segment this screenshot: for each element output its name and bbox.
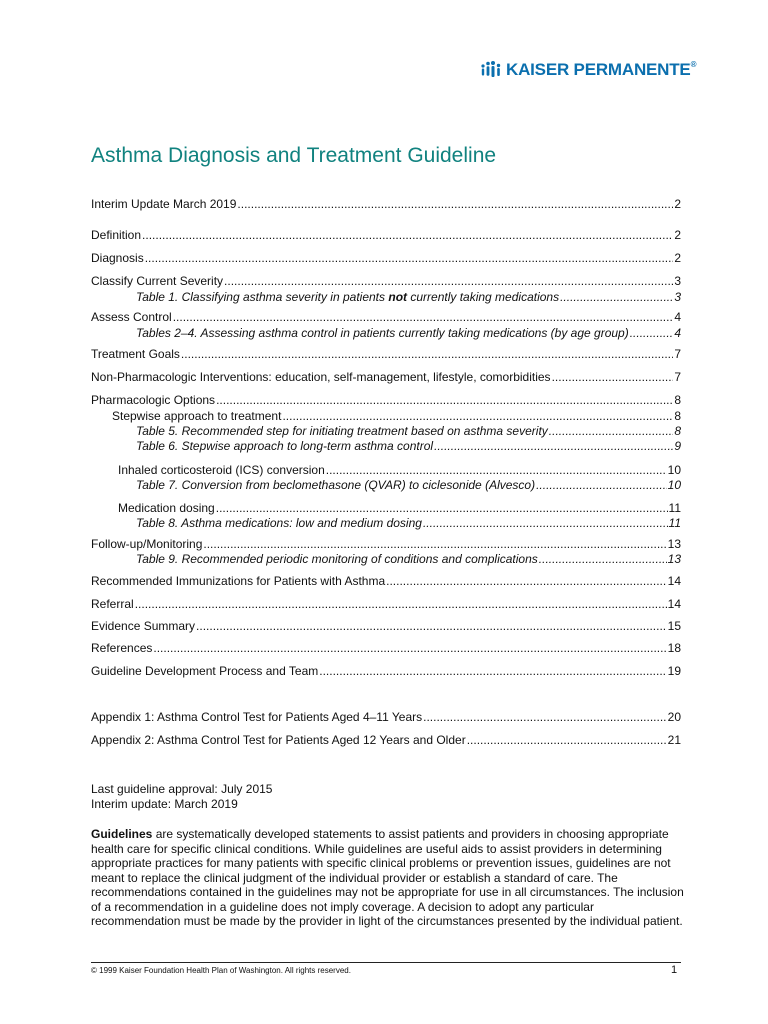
toc-entry[interactable] xyxy=(91,663,681,679)
toc-page-number: 15 xyxy=(667,619,681,633)
footer-page-number: 1 xyxy=(671,964,678,976)
page-title: Asthma Diagnosis and Treatment Guideline xyxy=(91,144,497,167)
toc-entry[interactable] xyxy=(91,227,681,243)
toc-entry-title xyxy=(136,289,559,305)
toc-leader-dots xyxy=(536,477,667,493)
toc-entry[interactable] xyxy=(91,392,681,408)
toc-entry-title: Diagnosis xyxy=(91,251,144,265)
toc-entry[interactable] xyxy=(91,369,681,385)
toc-leader-dots xyxy=(153,640,666,656)
toc-entry[interactable] xyxy=(136,477,681,493)
toc-leader-dots xyxy=(196,618,667,634)
toc-entry-title: Medication dosing xyxy=(118,501,215,515)
toc-entry-title: Table 6. Stepwise approach to long-term asthma control xyxy=(136,439,434,453)
toc-page-number: 11 xyxy=(668,516,681,530)
toc-entry-title-part: Table 1. Classifying asthma severity in patients xyxy=(136,290,389,304)
toc-page-number: 3 xyxy=(674,274,681,288)
toc-page-number: 4 xyxy=(674,310,681,324)
toc-leader-dots xyxy=(467,732,667,748)
toc-leader-dots xyxy=(423,709,667,725)
toc-entry[interactable] xyxy=(136,423,681,439)
toc-entry-title: Appendix 2: Asthma Control Test for Patients Aged 12 Years and Older xyxy=(91,733,466,747)
toc-leader-dots xyxy=(282,408,673,424)
toc-entry[interactable] xyxy=(91,536,681,552)
toc-entry[interactable] xyxy=(136,551,681,567)
toc-page-number: 3 xyxy=(674,290,681,304)
toc-entry[interactable] xyxy=(91,709,681,725)
last-approval: Last guideline approval: July 2015 xyxy=(91,782,273,796)
toc-entry-title: Stepwise approach to treatment xyxy=(112,409,282,423)
toc-page-number: 8 xyxy=(674,409,681,423)
logo-wordmark: KAISER PERMANENTE xyxy=(506,60,691,79)
toc-entry-title: Treatment Goals xyxy=(91,347,180,361)
toc-page-number: 10 xyxy=(667,478,681,492)
toc-leader-dots xyxy=(135,596,667,612)
toc-page-number: 10 xyxy=(667,463,681,477)
toc-page-number: 21 xyxy=(667,733,681,747)
toc-entry[interactable] xyxy=(91,618,681,634)
toc-entry[interactable] xyxy=(91,273,681,289)
toc-entry[interactable] xyxy=(136,438,681,454)
toc-entry[interactable] xyxy=(91,309,681,325)
toc-leader-dots xyxy=(237,196,673,212)
toc-leader-dots xyxy=(203,536,666,552)
toc-page-number: 20 xyxy=(667,710,681,724)
registered-mark: ® xyxy=(690,60,697,69)
toc-entry-title: Follow-up/Monitoring xyxy=(91,537,203,551)
toc-entry[interactable] xyxy=(91,573,681,589)
footer-divider xyxy=(91,962,681,963)
toc-entry[interactable] xyxy=(91,732,681,748)
toc-leader-dots xyxy=(549,423,674,439)
toc-page-number: 13 xyxy=(667,552,681,566)
toc-entry-title: Recommended Immunizations for Patients with Asthma xyxy=(91,574,386,588)
toc-entry-title: References xyxy=(91,641,153,655)
toc-page-number: 13 xyxy=(667,537,681,551)
toc-leader-dots xyxy=(552,369,674,385)
toc-entry-title: Table 8. Asthma medications: low and medium dosing xyxy=(136,516,422,530)
toc-leader-dots xyxy=(181,346,673,362)
toc-entry[interactable] xyxy=(91,640,681,656)
toc-leader-dots xyxy=(224,273,673,289)
toc-leader-dots xyxy=(216,392,673,408)
toc-leader-dots xyxy=(423,515,668,531)
toc-entry-title: Interim Update March 2019 xyxy=(91,197,237,211)
toc-leader-dots xyxy=(560,289,673,305)
toc-entry-title: Non-Pharmacologic Interventions: education, self-management, lifestyle, comorbidities xyxy=(91,370,551,384)
toc-page-number: 7 xyxy=(674,370,681,384)
guidelines-paragraph xyxy=(91,827,685,929)
toc-entry[interactable] xyxy=(136,515,681,531)
footer-copyright: © 1999 Kaiser Foundation Health Plan of Washington. All rights reserved. xyxy=(91,966,351,975)
toc-entry[interactable] xyxy=(118,462,681,478)
toc-page-number: 2 xyxy=(674,197,681,211)
toc-leader-dots xyxy=(326,462,667,478)
toc-entry-title: Tables 2–4. Assessing asthma control in patients currently taking medications (by age group) xyxy=(136,326,629,340)
toc-page-number: 11 xyxy=(668,501,681,515)
toc-entry-emphasis: not xyxy=(388,290,408,304)
toc-leader-dots xyxy=(145,250,674,266)
guidelines-body: are systematically developed statements to assist patients and providers in choosing appropriate health care for specific clinical conditions. While guidelines are useful aids to assist providers in determining appropriate practices for many patients with specific clinical problems or prevention issues, guidelines are not meant to replace the clinical judgment of the individual provider or establish a standard of care. The recommendations contained in the guidelines may not be appropriate for use in all circumstances. The inclusion of a recommendation in a guideline does not imply coverage. A decision to adopt any particular recommendation must be made by the provider in light of the circumstances presented by the individual patient. xyxy=(91,827,684,928)
toc-entry-title-part: currently taking medications xyxy=(407,290,560,304)
toc-leader-dots xyxy=(386,573,667,589)
toc-page-number: 7 xyxy=(674,347,681,361)
toc-leader-dots xyxy=(319,663,666,679)
kaiser-permanente-logo xyxy=(480,60,696,80)
toc-entry[interactable] xyxy=(91,196,681,212)
toc-entry-title: Table 9. Recommended periodic monitoring of conditions and complications xyxy=(136,552,538,566)
toc-entry[interactable] xyxy=(112,408,681,424)
toc-page-number: 4 xyxy=(674,326,681,340)
toc-leader-dots xyxy=(434,438,673,454)
toc-leader-dots xyxy=(630,325,674,341)
people-logo-icon xyxy=(480,60,502,80)
toc-page-number: 14 xyxy=(667,597,681,611)
toc-entry[interactable] xyxy=(118,500,681,516)
toc-page-number: 19 xyxy=(667,664,681,678)
toc-leader-dots xyxy=(539,551,667,567)
toc-entry[interactable] xyxy=(91,596,681,612)
toc-entry-title: Definition xyxy=(91,228,142,242)
toc-entry-title: Table 5. Recommended step for initiating treatment based on asthma severity xyxy=(136,424,548,438)
toc-entry-title: Guideline Development Process and Team xyxy=(91,664,319,678)
toc-entry-title: Pharmacologic Options xyxy=(91,393,216,407)
toc-page-number: 2 xyxy=(674,251,681,265)
toc-leader-dots xyxy=(142,227,673,243)
toc-entry-title: Table 7. Conversion from beclomethasone (QVAR) to ciclesonide (Alvesco) xyxy=(136,478,536,492)
toc-page-number: 8 xyxy=(674,424,681,438)
toc-entry-title: Classify Current Severity xyxy=(91,274,224,288)
toc-entry-title: Appendix 1: Asthma Control Test for Patients Aged 4–11 Years xyxy=(91,710,423,724)
interim-update: Interim update: March 2019 xyxy=(91,797,238,811)
approval-dates xyxy=(91,782,272,812)
toc-entry-title: Evidence Summary xyxy=(91,619,196,633)
toc-entry[interactable] xyxy=(91,250,681,266)
toc-leader-dots xyxy=(173,309,674,325)
toc-page-number: 9 xyxy=(674,439,681,453)
toc-entry[interactable] xyxy=(136,325,681,341)
toc-entry[interactable] xyxy=(91,346,681,362)
toc-leader-dots xyxy=(216,500,668,516)
toc-page-number: 8 xyxy=(674,393,681,407)
toc-page-number: 2 xyxy=(674,228,681,242)
toc-page-number: 18 xyxy=(667,641,681,655)
toc-entry-title: Referral xyxy=(91,597,134,611)
toc-page-number: 14 xyxy=(667,574,681,588)
toc-entry-title: Inhaled corticosteroid (ICS) conversion xyxy=(118,463,325,477)
toc-entry-title: Assess Control xyxy=(91,310,172,324)
guidelines-lead: Guidelines xyxy=(91,827,153,841)
toc-entry[interactable] xyxy=(136,289,681,305)
